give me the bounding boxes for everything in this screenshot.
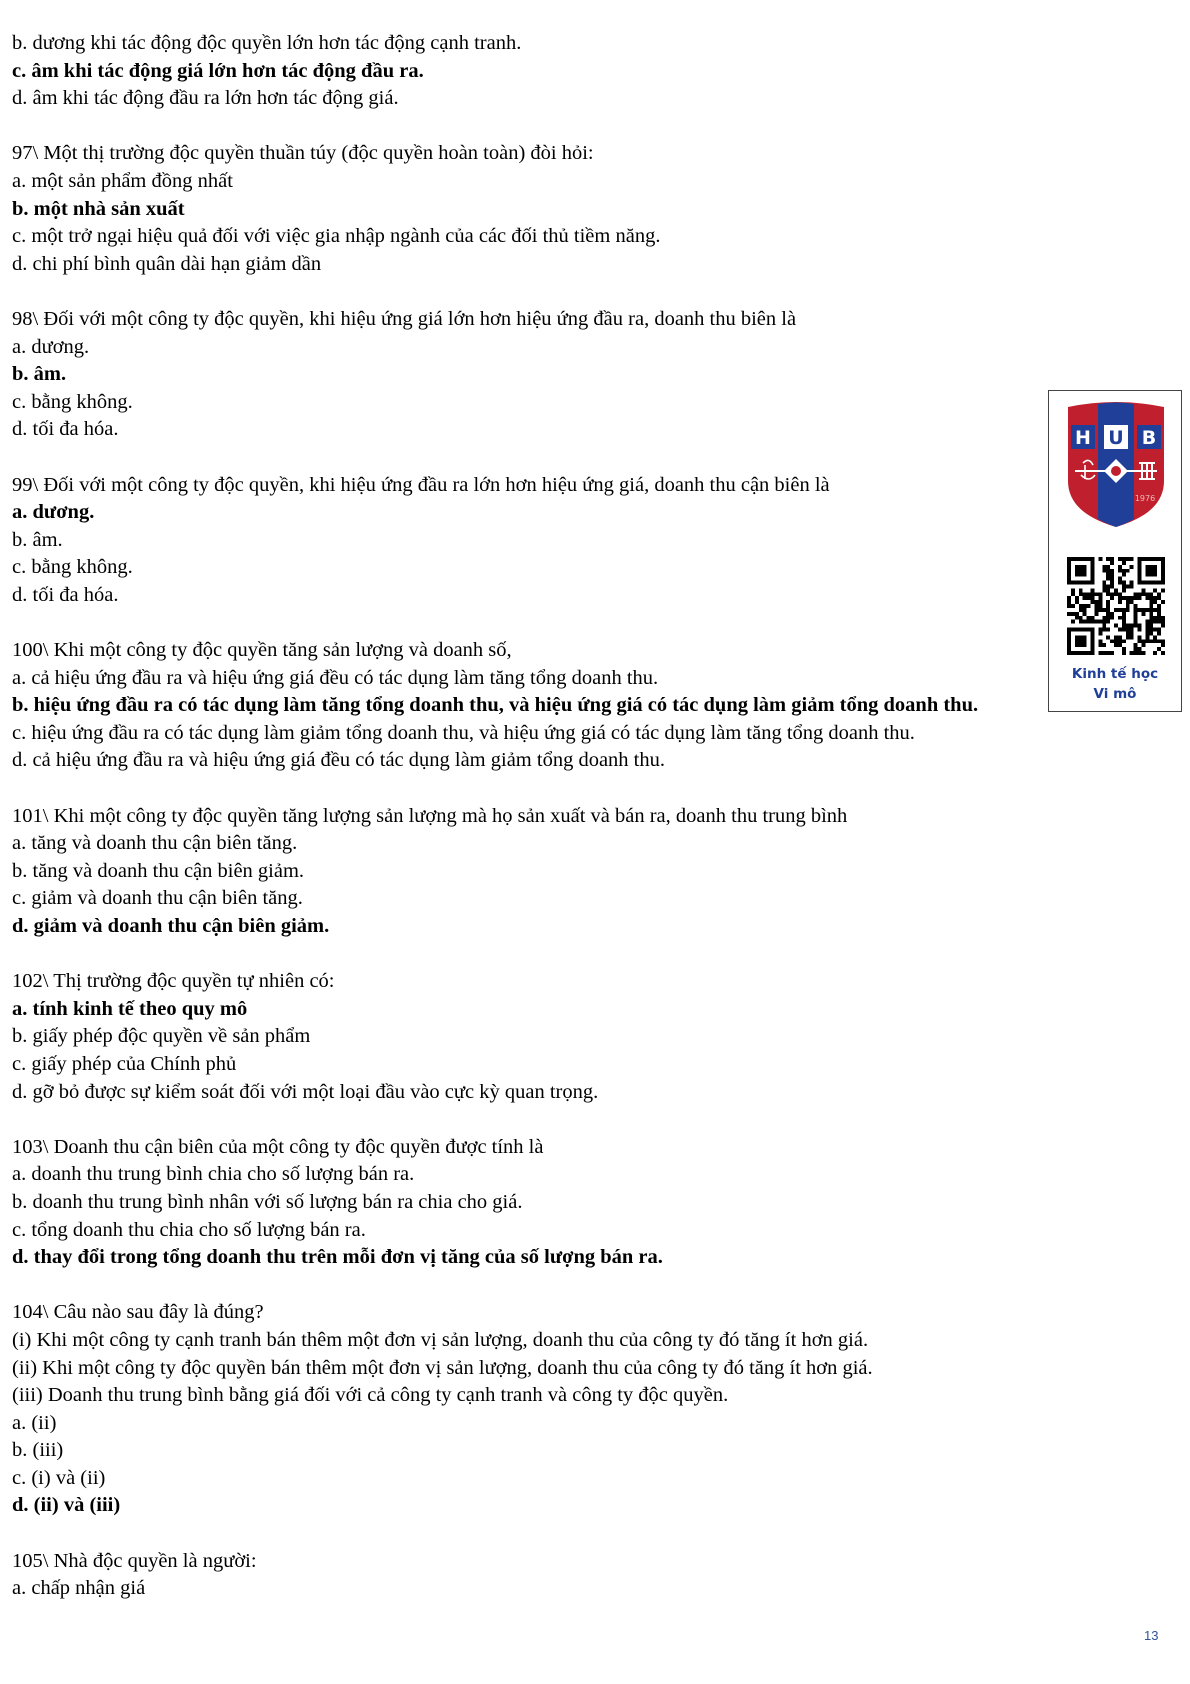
answer-option: c. một trở ngại hiệu quả đối với việc gia nhập ngành của các đối thủ tiềm năng. [12,225,661,248]
answer-option: c. giấy phép của Chính phủ [12,1052,237,1075]
answer-option: c. bằng không. [12,390,133,413]
question-text: 97\ Một thị trường độc quyền thuần túy (độc quyền hoàn toàn) đòi hỏi: [12,142,594,165]
question-text: 105\ Nhà độc quyền là người: [12,1549,257,1572]
question-text: 102\ Thị trường độc quyền tự nhiên có: [12,970,335,993]
answer-option: a. tăng và doanh thu cận biên tăng. [12,832,298,855]
question-text: 101\ Khi một công ty độc quyền tăng lượng sản lượng mà họ sản xuất và bán ra, doanh thu trung bình [12,804,848,827]
question-block [12,803,1062,941]
answer-option: b. âm. [12,528,63,551]
answer-option: b. (iii) [12,1439,64,1462]
answer-option: a. chấp nhận giá [12,1577,146,1600]
answer-option: c. hiệu ứng đầu ra có tác dụng làm giảm tổng doanh thu, và hiệu ứng giá có tác dụng làm tăng tổng doanh thu. [12,721,915,744]
correct-answer-option: d. (ii) và (iii) [12,1494,121,1517]
answer-option: b. giấy phép độc quyền về sản phẩm [12,1025,311,1048]
answer-option: a. cả hiệu ứng đầu ra và hiệu ứng giá đều có tác dụng làm tăng tổng doanh thu. [12,666,659,689]
question-text: 100\ Khi một công ty độc quyền tăng sản lượng và doanh số, [12,639,512,662]
logo-letter-u: U [1108,427,1124,449]
answer-option: d. tối đa hóa. [12,583,119,606]
answer-option: b. dương khi tác động độc quyền lớn hơn tác động cạnh tranh. [12,32,522,54]
answer-option: c. (i) và (ii) [12,1466,106,1489]
answer-option: d. cả hiệu ứng đầu ra và hiệu ứng giá đều có tác dụng làm giảm tổng doanh thu. [12,749,665,772]
answer-option: d. tối đa hóa. [12,418,119,441]
question-block [12,140,1062,278]
answer-option: d. gỡ bỏ được sự kiểm soát đối với một loại đầu vào cực kỳ quan trọng. [12,1080,599,1103]
logo-letter-h: H [1075,427,1091,449]
answer-option: (i) Khi một công ty cạnh tranh bán thêm một đơn vị sản lượng, doanh thu của công ty đó tăng ít hơn giá. [12,1328,869,1351]
page-number: 13 [1144,1628,1159,1643]
answer-option: a. doanh thu trung bình chia cho số lượng bán ra. [12,1163,415,1186]
question-text: 98\ Đối với một công ty độc quyền, khi hiệu ứng giá lớn hơn hiệu ứng đầu ra, doanh thu biên là [12,307,797,330]
answer-option: c. bằng không. [12,556,133,579]
answer-option: b. tăng và doanh thu cận biên giảm. [12,859,305,882]
question-text: 103\ Doanh thu cận biên của một công ty độc quyền được tính là [12,1135,544,1158]
question-list [12,30,1062,1630]
answer-option: c. giảm và doanh thu cận biên tăng. [12,887,303,910]
question-text: 104\ Câu nào sau đây là đúng? [12,1301,264,1324]
question-block [12,30,1062,113]
correct-answer-option: d. giảm và doanh thu cận biên giảm. [12,915,330,937]
question-block [12,306,1062,444]
question-text: 99\ Đối với một công ty độc quyền, khi hiệu ứng đầu ra lớn hơn hiệu ứng giá, doanh thu cận biên là [12,473,830,496]
answer-option: a. (ii) [12,1411,57,1434]
logo-caption-subtitle: Vi mô [1093,686,1137,702]
question-block [12,472,1062,610]
answer-option: a. dương. [12,335,90,358]
question-block [12,1299,1062,1520]
hub-shield-logo [1065,401,1167,529]
correct-answer-option: b. âm. [12,363,67,386]
answer-option: c. tổng doanh thu chia cho số lượng bán ra. [12,1218,366,1241]
question-block [12,1134,1062,1272]
answer-option: d. âm khi tác động đầu ra lớn hơn tác động giá. [12,87,399,110]
answer-option: (ii) Khi một công ty độc quyền bán thêm một đơn vị sản lượng, doanh thu của công ty đó tăng ít hơn giá. [12,1356,873,1379]
logo-letter-b: B [1141,427,1157,449]
correct-answer-option: c. âm khi tác động giá lớn hơn tác động đầu ra. [12,59,424,82]
correct-answer-option: a. tính kinh tế theo quy mô [12,997,248,1020]
answer-option: (iii) Doanh thu trung bình bằng giá đối với cả công ty cạnh tranh và công ty độc quyền. [12,1384,729,1407]
hub-logo-card [1048,390,1182,712]
correct-answer-option: a. dương. [12,501,95,524]
correct-answer-option: b. hiệu ứng đầu ra có tác dụng làm tăng tổng doanh thu, và hiệu ứng giá có tác dụng làm giảm tổng doanh thu. [12,694,979,717]
question-block [12,637,1062,775]
correct-answer-option: b. một nhà sản xuất [12,197,185,220]
correct-answer-option: d. thay đổi trong tổng doanh thu trên mỗi đơn vị tăng của số lượng bán ra. [12,1246,663,1269]
logo-caption-title: Kinh tế học [1071,666,1159,682]
answer-option: d. chi phí bình quân dài hạn giảm dần [12,252,322,275]
answer-option: a. một sản phẩm đồng nhất [12,169,233,192]
qr-code [1067,557,1165,655]
answer-option: b. doanh thu trung bình nhân với số lượng bán ra chia cho giá. [12,1190,523,1213]
question-block [12,1548,1062,1603]
logo-year: 1976 [1134,494,1156,503]
question-block [12,968,1062,1106]
